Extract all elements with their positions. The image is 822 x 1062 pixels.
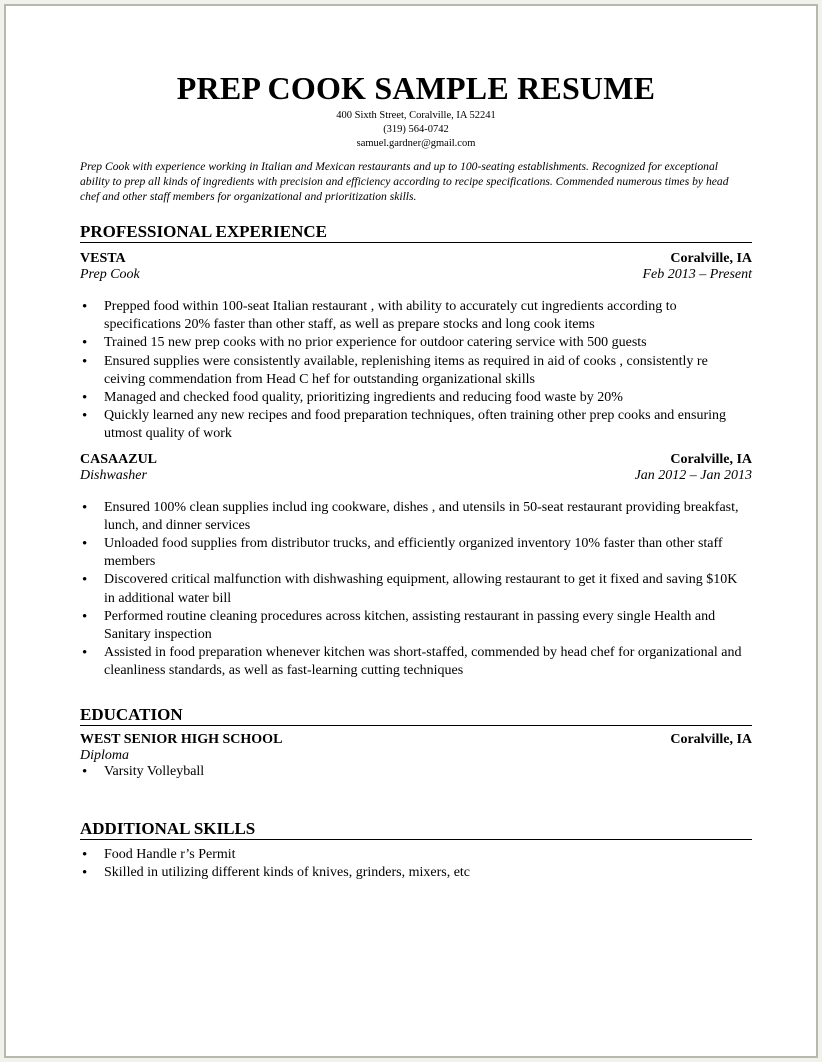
job-dates: Jan 2012 – Jan 2013 <box>634 467 752 483</box>
job-dates: Feb 2013 – Present <box>642 267 752 282</box>
education-subheader <box>80 748 752 763</box>
education-header <box>80 732 752 748</box>
job-header <box>80 251 752 267</box>
job-entry <box>80 452 752 681</box>
list-item: • Prepped food within 100-seat Italian restaurant , with ability to accurately cut ingredients according to specifications 20% faster than other staff, as well as prepare stocks and long cook items <box>80 298 744 334</box>
school-location: Coralville, IA <box>670 731 752 747</box>
list-item: • Ensured 100% clean supplies includ ing cookware, dishes , and utensils in 50-seat restaurant providing breakfast, lunch, and dinner services <box>80 499 744 535</box>
job-employer: CASAAZUL <box>80 451 158 467</box>
section-heading-education: EDUCATION <box>80 705 752 726</box>
education-bullet-list <box>80 763 752 781</box>
list-item: • Unloaded food supplies from distributor trucks, and efficiently organized inventory 10% faster than other staff members <box>80 535 744 571</box>
school-name: WEST SENIOR HIGH SCHOOL <box>80 731 283 747</box>
job-employer: VESTA <box>80 251 126 266</box>
contact-phone: (319) 564-0742 <box>383 124 449 135</box>
section-heading-skills: ADDITIONAL SKILLS <box>80 819 752 840</box>
list-item: • Ensured supplies were consistently available, replenishing items as required in aid of cooks , consistently re ceiving commendation from Head C hef for outstanding organizational skills <box>80 353 744 389</box>
list-item: • Performed routine cleaning procedures across kitchen, assisting restaurant in passing every single Health and Sanitary inspection <box>80 608 744 644</box>
skills-entry <box>80 846 752 882</box>
list-item: • Skilled in utilizing different kinds of knives, grinders, mixers, etc <box>80 864 744 882</box>
list-item: • Assisted in food preparation whenever kitchen was short-staffed, commended by head chef for organizational and cleanliness standards, as well as fast-learning cutting techniques <box>80 644 744 680</box>
job-subheader <box>80 267 752 282</box>
resume-title: PREP COOK SAMPLE RESUME <box>176 70 656 106</box>
job-location: Coralville, IA <box>670 451 752 467</box>
list-item: • Food Handle r’s Permit <box>80 846 744 864</box>
job-role: Dishwasher <box>80 467 147 483</box>
list-item: • Managed and checked food quality, prioritizing ingredients and reducing food waste by 20% <box>80 389 744 407</box>
summary-paragraph: Prep Cook with experience working in Italian and Mexican restaurants and up to 100-seating establishments. Recognized for exceptional ability to prep all kinds of ingredients with precision and efficiency according to recipe specifications. Commended numerous times by head chef and other staff members for organizational and prioritization skills. <box>80 160 729 203</box>
job-header <box>80 452 752 468</box>
education-entry <box>80 732 752 781</box>
degree: Diploma <box>80 747 129 763</box>
job-location: Coralville, IA <box>670 251 752 266</box>
section-heading-experience: PROFESSIONAL EXPERIENCE <box>80 222 752 243</box>
list-item: • Discovered critical malfunction with dishwashing equipment, allowing restaurant to get it fixed and saving $10K in additional water bill <box>80 571 744 607</box>
contact-email: samuel.gardner@gmail.com <box>356 138 476 149</box>
list-item: • Quickly learned any new recipes and food preparation techniques, often training other prep cooks and ensuring utmost quality of work <box>80 407 744 443</box>
contact-address: 400 Sixth Street, Coralville, IA 52241 <box>336 110 496 121</box>
list-item: • Varsity Volleyball <box>80 763 744 781</box>
job-bullet-list <box>80 298 752 444</box>
resume-page <box>80 70 752 882</box>
job-entry <box>80 251 752 444</box>
list-item: • Trained 15 new prep cooks with no prior experience for outdoor catering service with 500 guests <box>80 334 744 352</box>
job-role: Prep Cook <box>80 267 140 282</box>
job-bullet-list <box>80 499 752 681</box>
contact-block <box>80 109 752 151</box>
job-subheader <box>80 468 752 483</box>
skills-bullet-list <box>80 846 752 882</box>
